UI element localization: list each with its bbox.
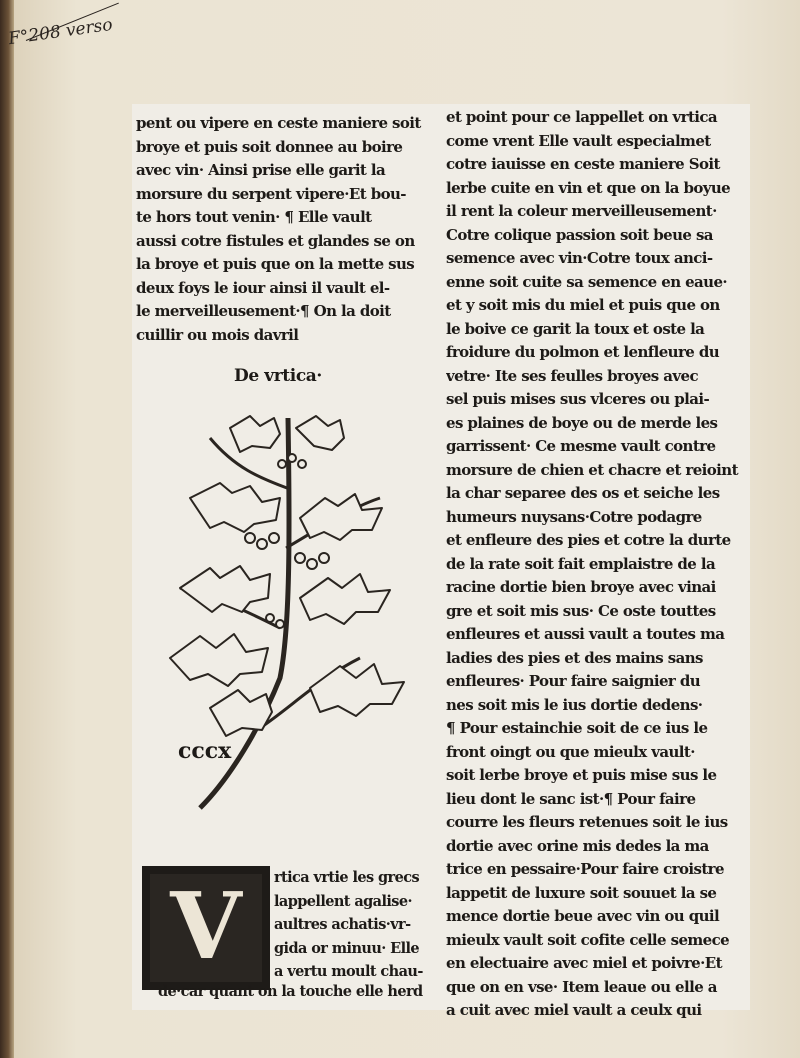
text-line: sel puis mises sus vlceres ou plai- bbox=[446, 390, 710, 408]
text-line: cuillir ou mois davril bbox=[136, 325, 299, 344]
text-line: de la rate soit fait emplaistre de la bbox=[446, 554, 716, 573]
text-line: broye et puis soit donnee au boire bbox=[136, 137, 403, 156]
text-line: enne soit cuite sa semence en eaue· bbox=[446, 272, 728, 291]
text-line: aultres achatis·vr- bbox=[274, 916, 411, 933]
text-line: il rent la coleur merveilleusement· bbox=[446, 202, 717, 220]
text-line: et enfleure des pies et cotre la durte bbox=[446, 531, 731, 549]
initial-text-block bbox=[274, 866, 434, 984]
text-line: aussi cotre fistules et glandes se on bbox=[136, 231, 415, 250]
text-line: gre et soit mis sus· Ce oste touttes bbox=[446, 601, 716, 620]
text-line: soit lerbe broye et puis mise sus le bbox=[446, 766, 717, 784]
text-line: le merveilleusement·¶ On la doit bbox=[136, 302, 391, 320]
text-line: es plaines de boye ou de merde les bbox=[446, 413, 718, 432]
text-line: humeurs nuysans·Cotre podagre bbox=[446, 507, 702, 526]
text-line: deux foys le iour ainsi il vault el- bbox=[136, 278, 390, 297]
text-line: ¶ Pour estainchie soit de ce ius le bbox=[446, 719, 708, 737]
text-line: en electuaire avec miel et poivre·Et bbox=[446, 954, 722, 972]
folio-annotation: F°208 verso bbox=[7, 14, 114, 50]
left-column bbox=[136, 112, 426, 347]
text-line: mence dortie beue avec vin ou quil bbox=[446, 907, 720, 925]
text-line: et y soit mis du miel et puis que on bbox=[446, 296, 720, 314]
text-line: cotre iauisse en ceste maniere Soit bbox=[446, 155, 720, 173]
text-line: avec vin· Ainsi prise elle garit la bbox=[136, 161, 386, 179]
text-line: froidure du polmon et lenfleure du bbox=[446, 343, 720, 361]
text-line: front oingt ou que mieulx vault· bbox=[446, 742, 695, 761]
text-line: lappetit de luxure soit souuet la se bbox=[446, 883, 717, 902]
text-line: garrissent· Ce mesme vault contre bbox=[446, 437, 716, 455]
text-line: lerbe cuite en vin et que on la boyue bbox=[446, 178, 731, 197]
text-line: lappellent agalise· bbox=[274, 892, 412, 910]
chapter-heading: De vrtica· bbox=[234, 366, 322, 386]
text-line: gida or minuu· Elle bbox=[274, 939, 420, 957]
text-line: Cotre colique passion soit beue sa bbox=[446, 225, 713, 244]
final-line-block bbox=[158, 980, 438, 1004]
text-line: trice en pessaire·Pour faire croistre bbox=[446, 860, 724, 878]
nettle-woodcut-illustration bbox=[150, 398, 410, 828]
text-line: enfleures et aussi vault a toutes ma bbox=[446, 625, 725, 643]
text-line: rtica vrtie les grecs bbox=[274, 869, 420, 886]
right-column bbox=[446, 106, 750, 1023]
text-line: lieu dont le sanc ist·¶ Pour faire bbox=[446, 789, 696, 808]
text-line: racine dortie bien broye avec vinai bbox=[446, 578, 716, 596]
book-spine bbox=[0, 0, 14, 1058]
final-line: de·car quant on la touche elle herd bbox=[158, 983, 423, 1000]
text-line: te hors tout venin· ¶ Elle vault bbox=[136, 208, 372, 226]
text-line: nes soit mis le ius dortie dedens· bbox=[446, 695, 703, 714]
text-line: la broye et puis que on la mette sus bbox=[136, 255, 415, 273]
decorated-initial bbox=[142, 866, 270, 990]
text-line: a cuit avec miel vault a ceulx qui bbox=[446, 1001, 702, 1019]
text-line: vetre· Ite ses feulles broyes avec bbox=[446, 366, 698, 385]
text-line: a vertu moult chau- bbox=[274, 963, 423, 980]
text-line: ladies des pies et des mains sans bbox=[446, 648, 703, 667]
text-line: enfleures· Pour faire saignier du bbox=[446, 672, 701, 690]
initial-letter: V bbox=[170, 872, 242, 980]
text-line: pent ou vipere en ceste maniere soit bbox=[136, 114, 421, 132]
text-line: dortie avec orine mis dedes la ma bbox=[446, 836, 709, 855]
text-line: courre les fleurs retenues soit le ius bbox=[446, 813, 728, 831]
text-line: que on en vse· Item leaue ou elle a bbox=[446, 977, 717, 996]
text-line: morsure du serpent vipere·Et bou- bbox=[136, 184, 406, 203]
woodcut-mark: cccx bbox=[178, 738, 232, 764]
text-line: et point pour ce lappellet on vrtica bbox=[446, 108, 718, 126]
text-line: la char separee des os et seiche les bbox=[446, 484, 720, 502]
text-line: come vrent Elle vault especialmet bbox=[446, 131, 711, 150]
text-line: morsure de chien et chacre et reioint bbox=[446, 460, 738, 479]
text-line: mieulx vault soit cofite celle semece bbox=[446, 930, 730, 949]
text-line: semence avec vin·Cotre toux anci- bbox=[446, 249, 713, 267]
text-line: le boive ce garit la toux et oste la bbox=[446, 319, 705, 338]
